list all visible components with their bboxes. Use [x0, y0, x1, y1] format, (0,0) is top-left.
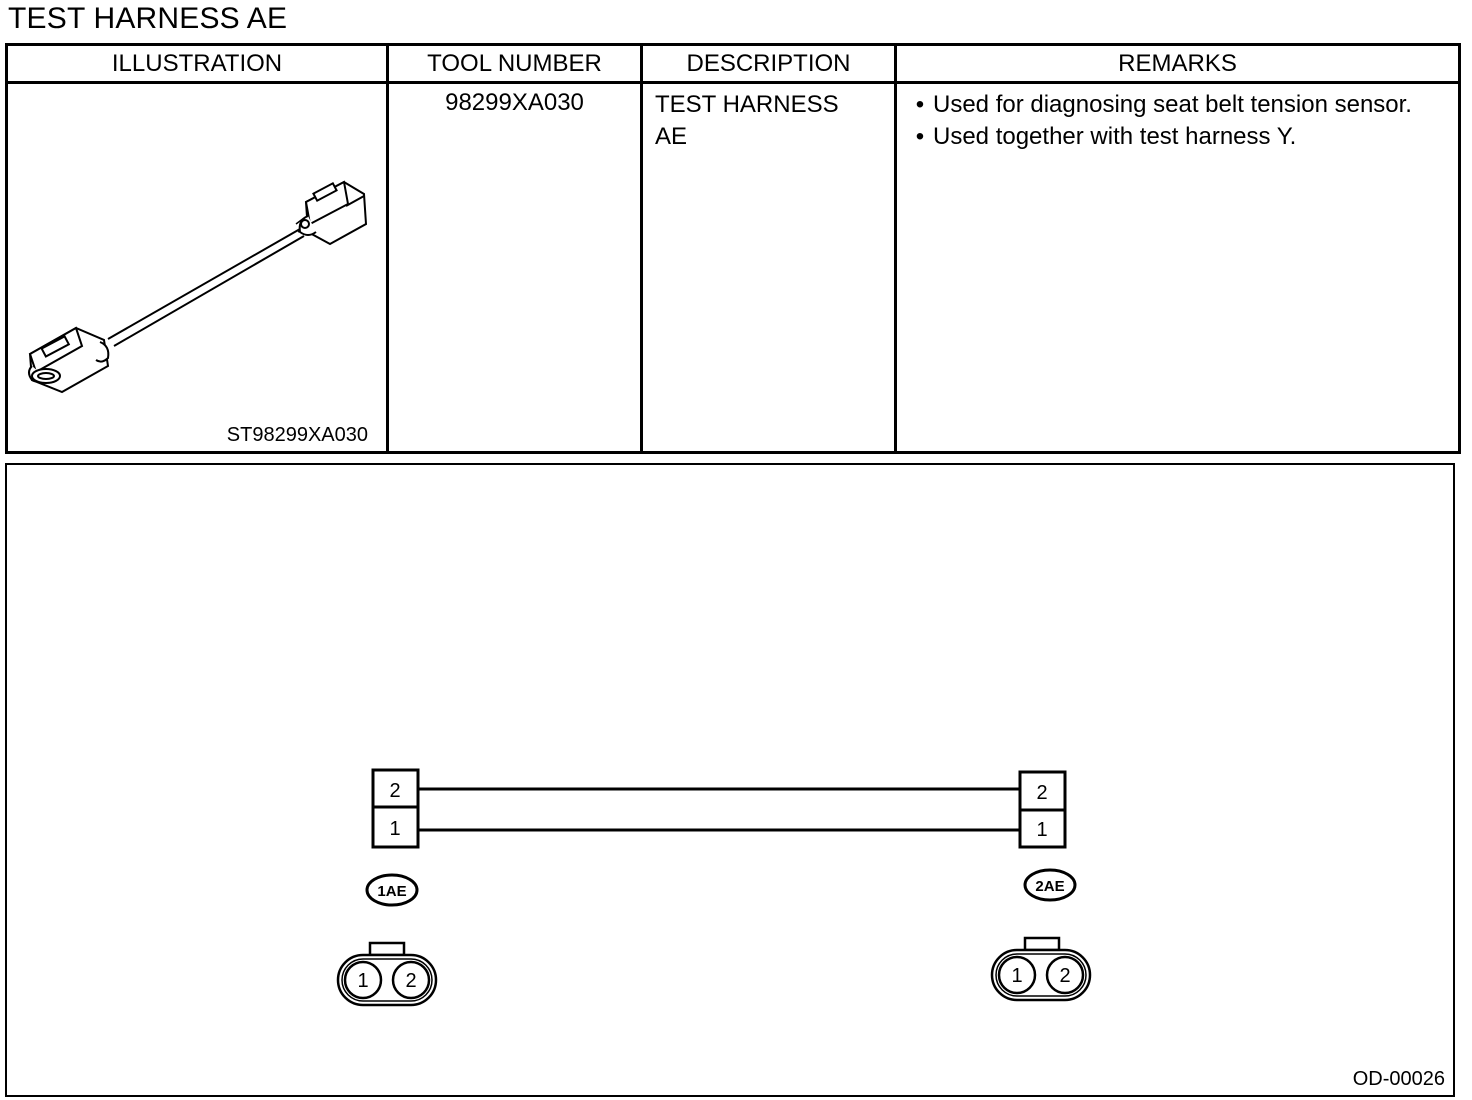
remarks-list [907, 89, 1458, 153]
right-face-pin-1: 1 [1011, 965, 1023, 987]
right-connector-face [992, 938, 1090, 1000]
header-tool-number: TOOL NUMBER [388, 45, 642, 83]
figure-code: OD-00026 [1352, 1068, 1445, 1090]
remarks-cell [896, 83, 1460, 453]
description-cell [642, 83, 896, 453]
left-face-pin-2: 2 [405, 970, 417, 992]
tool-number-cell: 98299XA030 [388, 83, 642, 453]
remark-item: • Used together with test harness Y. [907, 121, 1458, 153]
right-pin-top: 2 [1036, 782, 1048, 804]
left-connector-face [338, 943, 436, 1005]
header-description: DESCRIPTION [642, 45, 896, 83]
left-terminal-block [373, 770, 418, 847]
header-remarks: REMARKS [896, 45, 1460, 83]
right-face-pin-2: 2 [1059, 965, 1071, 987]
right-connector-drawing [300, 182, 366, 244]
connector-label-2ae [1025, 870, 1075, 900]
connector-label-1ae [367, 875, 417, 905]
table-row [7, 83, 1460, 453]
wiring-diagram-frame [5, 463, 1455, 1097]
illustration-code: ST98299XA030 [226, 424, 368, 446]
left-pin-bottom: 1 [389, 818, 401, 840]
right-terminal-block [1020, 772, 1065, 847]
tool-table [5, 43, 1461, 454]
connector-label-1ae-text: 1AE [377, 883, 407, 900]
left-connector-drawing [29, 328, 108, 392]
left-pin-top: 2 [389, 780, 401, 802]
remark-item: • Used for diagnosing seat belt tension sensor. [907, 89, 1458, 121]
table-header-row [7, 45, 1460, 83]
left-face-pin-1: 1 [357, 970, 369, 992]
test-harness-illustration [8, 84, 386, 454]
description-line: AE [655, 123, 688, 150]
description-line: TEST HARNESS [655, 91, 839, 118]
right-pin-bottom: 1 [1036, 819, 1048, 841]
header-illustration: ILLUSTRATION [7, 45, 388, 83]
wiring-diagram [7, 465, 1453, 1095]
illustration-cell [7, 83, 388, 453]
page-title: TEST HARNESS AE [8, 2, 288, 35]
connector-label-2ae-text: 2AE [1035, 878, 1065, 895]
